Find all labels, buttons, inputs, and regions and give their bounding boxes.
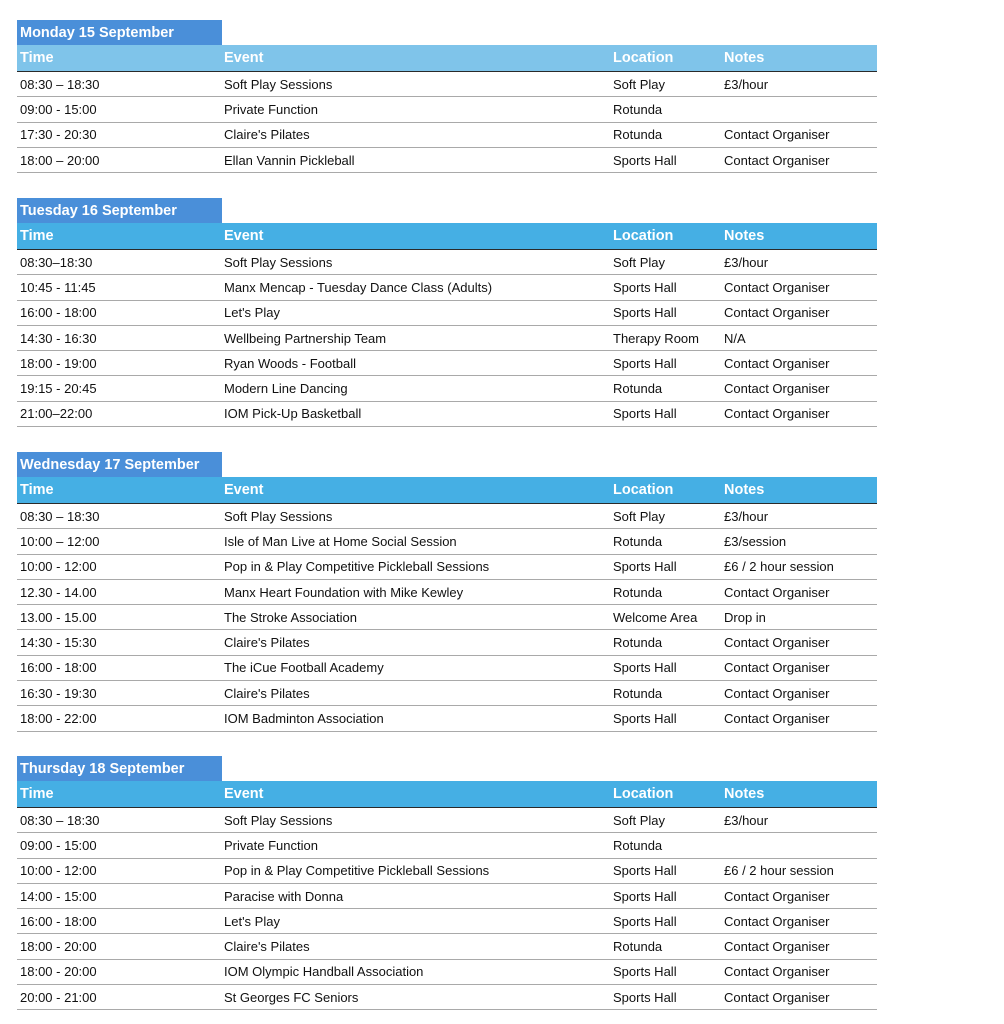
day-title: Thursday 18 September — [17, 756, 222, 781]
cell-notes: £3/session — [721, 529, 877, 554]
cell-notes: Contact Organiser — [721, 959, 877, 984]
cell-time: 16:00 - 18:00 — [17, 909, 221, 934]
cell-notes: Contact Organiser — [721, 630, 877, 655]
table-row — [17, 579, 877, 604]
day-title: Tuesday 16 September — [17, 198, 222, 223]
cell-notes: Contact Organiser — [721, 376, 877, 401]
column-header-event: Event — [221, 45, 610, 72]
cell-location: Rotunda — [610, 681, 721, 706]
cell-time: 08:30–18:30 — [17, 250, 221, 275]
cell-event: Modern Line Dancing — [221, 376, 610, 401]
table-row — [17, 275, 877, 300]
table-row — [17, 147, 877, 172]
table-row — [17, 325, 877, 350]
cell-event: Soft Play Sessions — [221, 808, 610, 833]
cell-location: Sports Hall — [610, 858, 721, 883]
cell-location: Rotunda — [610, 934, 721, 959]
table-row — [17, 72, 877, 97]
column-header-location: Location — [610, 781, 721, 808]
cell-time: 18:00 - 20:00 — [17, 959, 221, 984]
cell-location: Sports Hall — [610, 147, 721, 172]
cell-time: 16:30 - 19:30 — [17, 681, 221, 706]
table-row — [17, 655, 877, 680]
table-row — [17, 959, 877, 984]
cell-event: Claire's Pilates — [221, 934, 610, 959]
table-row — [17, 504, 877, 529]
cell-notes: Contact Organiser — [721, 579, 877, 604]
cell-event: Manx Mencap - Tuesday Dance Class (Adults) — [221, 275, 610, 300]
cell-location: Soft Play — [610, 250, 721, 275]
cell-location: Rotunda — [610, 833, 721, 858]
table-row — [17, 858, 877, 883]
cell-time: 18:00 - 22:00 — [17, 706, 221, 731]
column-header-time: Time — [17, 45, 221, 72]
cell-event: The Stroke Association — [221, 605, 610, 630]
cell-event: Soft Play Sessions — [221, 250, 610, 275]
day-section — [17, 756, 877, 1010]
day-schedule-table — [17, 45, 877, 173]
table-row — [17, 376, 877, 401]
cell-notes: £3/hour — [721, 72, 877, 97]
table-row — [17, 122, 877, 147]
cell-event: Paracise with Donna — [221, 883, 610, 908]
cell-event: Soft Play Sessions — [221, 504, 610, 529]
column-header-time: Time — [17, 781, 221, 808]
table-header-row — [17, 223, 877, 250]
cell-time: 12.30 - 14.00 — [17, 579, 221, 604]
cell-location: Sports Hall — [610, 300, 721, 325]
table-row — [17, 630, 877, 655]
cell-location: Sports Hall — [610, 351, 721, 376]
cell-location: Sports Hall — [610, 959, 721, 984]
cell-event: Let's Play — [221, 300, 610, 325]
cell-event: Private Function — [221, 833, 610, 858]
column-header-notes: Notes — [721, 477, 877, 504]
cell-location: Sports Hall — [610, 275, 721, 300]
cell-location: Soft Play — [610, 504, 721, 529]
cell-location: Rotunda — [610, 97, 721, 122]
cell-notes: £3/hour — [721, 250, 877, 275]
table-row — [17, 529, 877, 554]
cell-event: Isle of Man Live at Home Social Session — [221, 529, 610, 554]
cell-notes: Contact Organiser — [721, 147, 877, 172]
day-section — [17, 20, 877, 173]
table-row — [17, 605, 877, 630]
table-row — [17, 351, 877, 376]
cell-time: 17:30 - 20:30 — [17, 122, 221, 147]
cell-event: Claire's Pilates — [221, 681, 610, 706]
cell-location: Sports Hall — [610, 706, 721, 731]
cell-location: Soft Play — [610, 808, 721, 833]
cell-time: 18:00 - 19:00 — [17, 351, 221, 376]
cell-notes: Contact Organiser — [721, 401, 877, 426]
cell-notes — [721, 833, 877, 858]
table-row — [17, 250, 877, 275]
day-section — [17, 198, 877, 427]
cell-location: Sports Hall — [610, 985, 721, 1010]
cell-time: 16:00 - 18:00 — [17, 655, 221, 680]
table-header-row — [17, 45, 877, 72]
cell-time: 14:30 - 15:30 — [17, 630, 221, 655]
column-header-notes: Notes — [721, 45, 877, 72]
table-row — [17, 554, 877, 579]
cell-location: Sports Hall — [610, 883, 721, 908]
cell-notes: £6 / 2 hour session — [721, 554, 877, 579]
cell-time: 10:45 - 11:45 — [17, 275, 221, 300]
cell-notes: Contact Organiser — [721, 883, 877, 908]
cell-location: Therapy Room — [610, 325, 721, 350]
cell-location: Rotunda — [610, 630, 721, 655]
cell-event: Wellbeing Partnership Team — [221, 325, 610, 350]
cell-time: 19:15 - 20:45 — [17, 376, 221, 401]
cell-time: 08:30 – 18:30 — [17, 72, 221, 97]
cell-notes: Contact Organiser — [721, 985, 877, 1010]
cell-location: Rotunda — [610, 529, 721, 554]
cell-time: 10:00 – 12:00 — [17, 529, 221, 554]
cell-notes: Contact Organiser — [721, 655, 877, 680]
cell-time: 18:00 - 20:00 — [17, 934, 221, 959]
column-header-event: Event — [221, 223, 610, 250]
cell-time: 21:00–22:00 — [17, 401, 221, 426]
cell-notes: Contact Organiser — [721, 122, 877, 147]
cell-notes: Contact Organiser — [721, 909, 877, 934]
cell-notes: £3/hour — [721, 504, 877, 529]
cell-time: 09:00 - 15:00 — [17, 97, 221, 122]
cell-notes — [721, 97, 877, 122]
cell-event: Ellan Vannin Pickleball — [221, 147, 610, 172]
cell-notes: £6 / 2 hour session — [721, 858, 877, 883]
table-row — [17, 681, 877, 706]
cell-time: 20:00 - 21:00 — [17, 985, 221, 1010]
column-header-notes: Notes — [721, 223, 877, 250]
cell-location: Rotunda — [610, 579, 721, 604]
table-row — [17, 706, 877, 731]
column-header-time: Time — [17, 477, 221, 504]
cell-event: Pop in & Play Competitive Pickleball Sessions — [221, 554, 610, 579]
cell-notes: Contact Organiser — [721, 681, 877, 706]
column-header-location: Location — [610, 45, 721, 72]
table-row — [17, 985, 877, 1010]
cell-time: 08:30 – 18:30 — [17, 504, 221, 529]
cell-notes: Contact Organiser — [721, 351, 877, 376]
cell-notes: N/A — [721, 325, 877, 350]
cell-notes: Contact Organiser — [721, 706, 877, 731]
cell-event: IOM Badminton Association — [221, 706, 610, 731]
table-row — [17, 97, 877, 122]
table-row — [17, 808, 877, 833]
cell-event: Claire's Pilates — [221, 630, 610, 655]
cell-notes: Contact Organiser — [721, 300, 877, 325]
cell-time: 16:00 - 18:00 — [17, 300, 221, 325]
column-header-location: Location — [610, 477, 721, 504]
table-row — [17, 833, 877, 858]
column-header-notes: Notes — [721, 781, 877, 808]
cell-location: Welcome Area — [610, 605, 721, 630]
cell-time: 13.00 - 15.00 — [17, 605, 221, 630]
day-section — [17, 452, 877, 732]
table-row — [17, 934, 877, 959]
cell-location: Sports Hall — [610, 554, 721, 579]
cell-time: 14:00 - 15:00 — [17, 883, 221, 908]
cell-event: Let's Play — [221, 909, 610, 934]
cell-location: Sports Hall — [610, 655, 721, 680]
cell-time: 18:00 – 20:00 — [17, 147, 221, 172]
cell-event: St Georges FC Seniors — [221, 985, 610, 1010]
cell-notes: Drop in — [721, 605, 877, 630]
column-header-event: Event — [221, 781, 610, 808]
day-schedule-table — [17, 223, 877, 427]
column-header-time: Time — [17, 223, 221, 250]
cell-event: Manx Heart Foundation with Mike Kewley — [221, 579, 610, 604]
cell-time: 10:00 - 12:00 — [17, 858, 221, 883]
cell-time: 10:00 - 12:00 — [17, 554, 221, 579]
cell-event: The iCue Football Academy — [221, 655, 610, 680]
cell-event: Private Function — [221, 97, 610, 122]
cell-notes: Contact Organiser — [721, 275, 877, 300]
cell-location: Soft Play — [610, 72, 721, 97]
column-header-event: Event — [221, 477, 610, 504]
cell-location: Rotunda — [610, 122, 721, 147]
cell-notes: Contact Organiser — [721, 934, 877, 959]
day-title: Wednesday 17 September — [17, 452, 222, 477]
cell-event: Pop in & Play Competitive Pickleball Sessions — [221, 858, 610, 883]
cell-location: Rotunda — [610, 376, 721, 401]
day-schedule-table — [17, 781, 877, 1010]
cell-time: 14:30 - 16:30 — [17, 325, 221, 350]
column-header-location: Location — [610, 223, 721, 250]
cell-time: 09:00 - 15:00 — [17, 833, 221, 858]
table-header-row — [17, 477, 877, 504]
table-row — [17, 909, 877, 934]
table-row — [17, 883, 877, 908]
table-row — [17, 401, 877, 426]
cell-event: Ryan Woods - Football — [221, 351, 610, 376]
cell-event: Claire's Pilates — [221, 122, 610, 147]
cell-time: 08:30 – 18:30 — [17, 808, 221, 833]
cell-location: Sports Hall — [610, 401, 721, 426]
day-title: Monday 15 September — [17, 20, 222, 45]
cell-event: Soft Play Sessions — [221, 72, 610, 97]
table-row — [17, 300, 877, 325]
cell-location: Sports Hall — [610, 909, 721, 934]
cell-event: IOM Olympic Handball Association — [221, 959, 610, 984]
cell-notes: £3/hour — [721, 808, 877, 833]
cell-event: IOM Pick-Up Basketball — [221, 401, 610, 426]
table-header-row — [17, 781, 877, 808]
day-schedule-table — [17, 477, 877, 732]
